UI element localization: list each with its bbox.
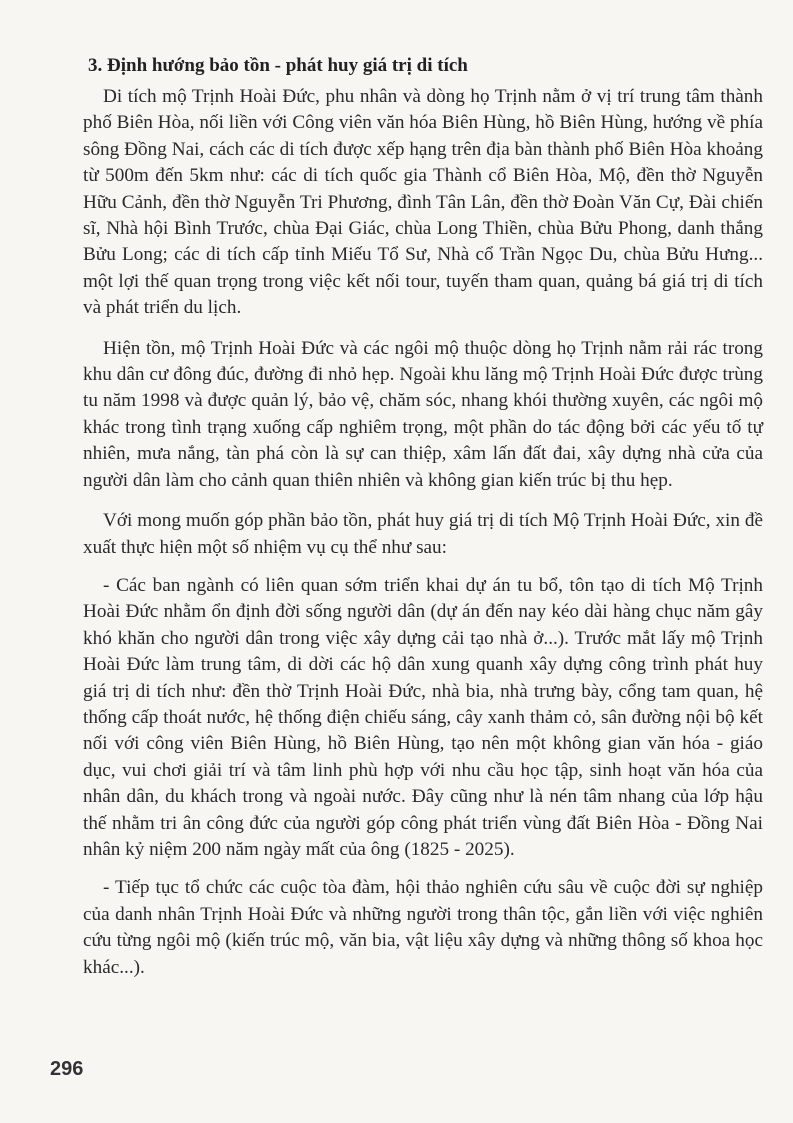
paragraph-proposal-intro: Với mong muốn góp phần bảo tồn, phát huy giá trị di tích Mộ Trịnh Hoài Đức, xin đề xuất thực hiện một số nhiệm vụ cụ thể như sau: bbox=[83, 510, 763, 558]
paragraph-current-state: Hiện tồn, mộ Trịnh Hoài Đức và các ngôi mộ thuộc dòng họ Trịnh nằm rải rác trong khu dân cư đông đúc, đường đi nhỏ hẹp. Ngoài khu lăng mộ Trịnh Hoài Đức được trùng tu năm 1998 và được quản lý, bảo vệ, chăm sóc, nhang khói thường xuyên, các ngôi mộ khác trong tình trạng xuống cấp nghiêm trọng, một phần do tác động bởi các yếu tố tự nhiên, mưa nắng, tàn phá còn là sự can thiệp, xâm lấn đất đai, xây dựng nhà cửa của người dân làm cho cảnh quan thiên nhiên và không gian kiến trúc bị thu hẹp. bbox=[83, 337, 763, 491]
paragraph-task-restoration: - Các ban ngành có liên quan sớm triển khai dự án tu bổ, tôn tạo di tích Mộ Trịnh Hoài Đức nhằm ổn định đời sống người dân (dự án đến nay kéo dài hàng chục năm gây khó khăn cho người dân trong việc xây dựng cải tạo nhà ở...). Trước mắt lấy mộ Trịnh Hoài Đức làm trung tâm, di dời các hộ dân xung quanh xây dựng công trình phát huy giá trị di tích như: đền thờ Trịnh Hoài Đức, nhà bia, nhà trưng bày, cổng tam quan, hệ thống cấp thoát nước, hệ thống điện chiếu sáng, cây xanh thảm cỏ, sân đường nội bộ kết nối với công viên Biên Hùng, hồ Biên Hùng, tạo nên một không gian văn hóa - giáo dục, vui chơi giải trí và tâm linh phù hợp với nhu cầu học tập, sinh hoạt văn hóa của nhân dân, du khách trong và ngoài nước. Đây cũng như là nén tâm nhang của lớp hậu thế nhằm tri ân công đức của người góp công phát triển vùng đất Biên Hòa - Đồng Nai nhân kỷ niệm 200 năm ngày mất của ông (1825 - 2025). bbox=[83, 574, 763, 860]
page-number: 296 bbox=[50, 1058, 84, 1080]
paragraph-location: Di tích mộ Trịnh Hoài Đức, phu nhân và dòng họ Trịnh nằm ở vị trí trung tâm thành phố Biên Hòa, nối liền với Công viên văn hóa Biên Hùng, hồ Biên Hùng, hướng về phía sông Đồng Nai, cách các di tích được xếp hạng trên địa bàn thành phố Biên Hòa khoảng từ 500m đến 5km như: các di tích quốc gia Thành cổ Biên Hòa, Mộ, đền thờ Nguyễn Hữu Cảnh, đền thờ Nguyễn Tri Phương, đình Tân Lân, đền thờ Đoàn Văn Cự, Đài chiến sĩ, Nhà hội Bình Trước, chùa Đại Giác, chùa Long Thiền, chùa Bửu Phong, danh thắng Bửu Long; các di tích cấp tỉnh Miếu Tổ Sư, Nhà cổ Trần Ngọc Du, chùa Bửu Hưng... một lợi thế quan trọng trong việc kết nối tour, tuyến tham quan, quảng bá giá trị di tích và phát triển du lịch. bbox=[83, 86, 763, 319]
paragraph-task-research: - Tiếp tục tổ chức các cuộc tòa đàm, hội thảo nghiên cứu sâu về cuộc đời sự nghiệp của danh nhân Trịnh Hoài Đức và những người trong thân tộc, gắn liền với việc nghiên cứu từng ngôi mộ (kiến trúc mộ, văn bia, vật liệu xây dựng và những thông số khoa học khác...). bbox=[83, 877, 763, 978]
section-heading: 3. Định hướng bảo tồn - phát huy giá trị di tích bbox=[88, 55, 468, 76]
document-body bbox=[83, 84, 763, 981]
